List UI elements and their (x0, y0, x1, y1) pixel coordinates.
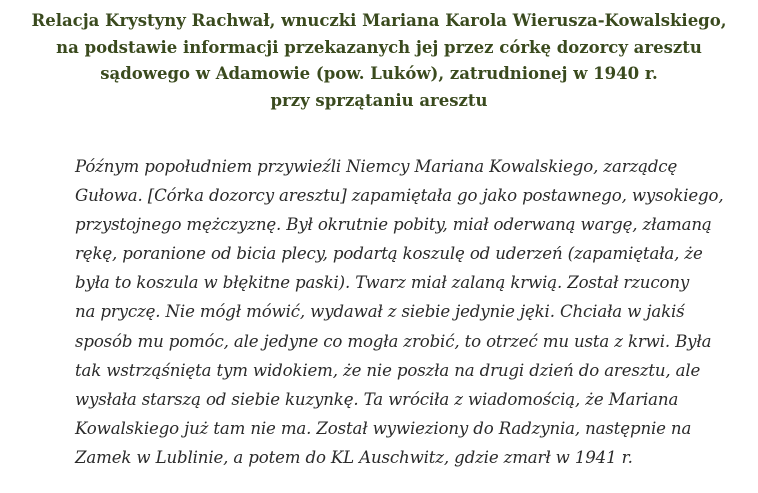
paragraph-line: Zamek w Lublinie, a potem do KL Auschwitz, gdzie zmarł w 1941 r. (75, 447, 633, 467)
paragraph-line: tak wstrząśnięta tym widokiem, że nie poszła na drugi dzień do aresztu, ale (75, 360, 701, 380)
paragraph-line: na pryczę. Nie mógł mówić, wydawał z siebie jedynie jęki. Chciała w jakiś (75, 302, 685, 322)
paragraph-line: była to koszula w błękitne paski). Twarz miał zalaną krwią. Został rzucony (75, 273, 690, 293)
paragraph-line: przystojnego mężczyznę. Był okrutnie pobity, miał oderwaną wargę, złamaną (75, 215, 712, 235)
account-paragraph (75, 152, 724, 472)
document-heading (10, 8, 748, 114)
heading-line: sądowego w Adamowie (pow. Luków), zatrudnionej w 1940 r. (100, 64, 658, 83)
paragraph-line: rękę, poranione od bicia plecy, podartą koszulę od uderzeń (zapamiętała, że (75, 244, 703, 264)
paragraph-line: wysłała starszą od siebie kuzynkę. Ta wróciła z wiadomością, że Mariana (75, 389, 679, 409)
heading-line: Relacja Krystyny Rachwał, wnuczki Mariana Karola Wierusza-Kowalskiego, (31, 11, 727, 30)
paragraph-line: sposób mu pomóc, ale jedyne co mogła zrobić, to otrzeć mu usta z krwi. Była (75, 331, 712, 351)
paragraph-line: Późnym popołudniem przywieźli Niemcy Mariana Kowalskiego, zarządcę (75, 157, 678, 176)
paragraph-line: Kowalskiego już tam nie ma. Został wywieziony do Radzynia, następnie na (75, 418, 692, 438)
heading-line: przy sprzątaniu aresztu (270, 90, 488, 110)
heading-line: na podstawie informacji przekazanych jej przez córkę dozorcy aresztu (56, 37, 702, 57)
paragraph-line: Gułowa. [Córka dozorcy aresztu] zapamiętała go jako postawnego, wysokiego, (75, 186, 724, 206)
